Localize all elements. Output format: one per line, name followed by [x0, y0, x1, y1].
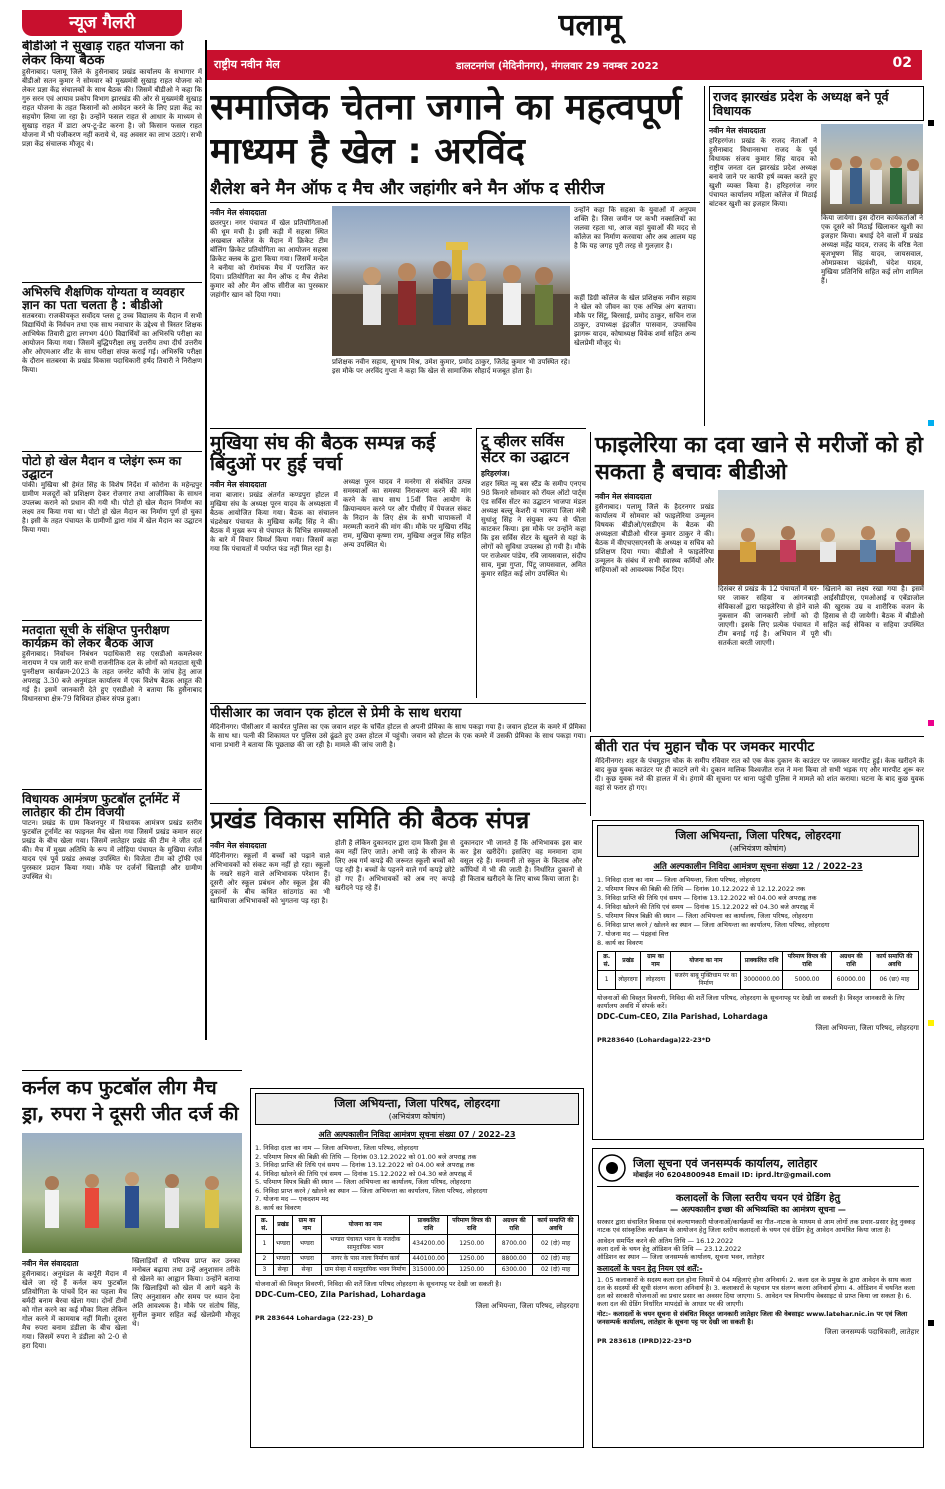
table-cell: भण्डरा पंचायत भवन के नजदीक सामुदायिक भवन	[321, 1235, 409, 1254]
table-cell: नागर के पास नाला निर्माण कार्य	[321, 1254, 409, 1265]
tender-footer: योजनाओं की विस्तृत विवरणी, निविदा की शर्तें जिला परिषद लोहरदगा के सूचनापट्ट पर देखी जा सकती है।	[255, 1280, 502, 1288]
tender-notice-title: अति अल्पकालीन निविदा आमंत्रण सूचना संख्या 12 / 2022–23	[653, 862, 863, 872]
twowheeler-headline: टू व्हीलर सर्विस सेंटर का उद्घाटन	[481, 432, 570, 467]
table-cell: 1	[598, 971, 616, 990]
tender-row: 1. निविदा दाता का नाम — जिला अभियन्ता, जिला परिषद, लोहरदगा	[255, 1144, 419, 1152]
table-cell: 1250.00	[448, 1235, 496, 1254]
karnal-body: हुसैनाबाद। अनुमंडल के कर्पूरी मैदान में खेले जा रहे हैं कर्नल कप फुटबॉल प्रतियोगिता के पांचवें दिन का पहला मैच बर्मदी बनाम बैरवा खेला गया। दोनों टीमों को गोल करने का कई मौका मिला लेकिन गोल करने में कामयाब नहीं मिली। दूसरा मैच रुपरा बनाम डंडीला के बीच खेला गया। जिसमें रुपरा ने डंडीला को 2-0 से हरा दिया।	[22, 1270, 127, 1350]
tender-row: 3. निविदा प्राप्ति की तिथि एवं समय — दिनांक 13.12.2022 को 04.00 बजे अपराह्न तक	[597, 894, 817, 902]
page-number: 02	[892, 55, 912, 71]
tender-contact: DDC-Cum-CEO, Zila Parishad, Lohardaga	[255, 1290, 426, 1299]
gallery-item-body: हुसैनाबाद। पलामू जिले के हुसैनाबाद प्रखंड कार्यालय के सभागार में बीडीओ सतन कुमार ने सोमवार को मुख्यमंत्री सुखाड़ राहत योजना को लेकर प्रज्ञा केंद्र संचालकों के साथ बैठक की। जिसमें बीडीओ ने कहा कि गुरु सरन एवं आयाव प्रकोप विभाग झारखंड की ओर से मुख्यमंत्री सुखाड़ राहत योजना के तहत किसानों को आवेदन करने के लिए प्रज्ञा केंद्र का सहयोग लिया जा रहा है। उन्होंने फसल राहत से आधार के माध्यम से सुखाड़ राहत में डाटा अप-टू-डेट करना है। जो किसान फसल राहत योजना में भी पंजीकरण नहीं कराये थे, वह अवसर का लाभ उठाएं। सभी प्रज्ञा केंद्र संचालक मौजूद थे।	[22, 68, 202, 149]
table-header: प्राक्कलित राशि	[409, 1216, 447, 1235]
gallery-item-headline: पोटो हो खेल मैदान व प्लेइंग रूम का उद्घाटन	[22, 453, 182, 481]
table-cell: 8800.00	[496, 1254, 533, 1265]
table-cell: 8700.00	[496, 1235, 533, 1254]
table-header: प्रखंड	[273, 1216, 292, 1235]
table-cell: 02 (दो) माह	[533, 1265, 579, 1276]
table-header: परिमाण विपत्र की राशि	[782, 952, 832, 971]
filaria-headline: फाइलेरिया का दवा खाने से मरीजों को हो सकता है बचावः बीडीओ	[595, 433, 923, 485]
registration-marks	[926, 120, 936, 1420]
pca-headline: पीसीआर का जवान एक होटल से प्रेमी के साथ धराया	[210, 706, 462, 721]
tender-row: 5. परिमाण विपत्र बिक्री की स्थान — जिला अभियन्ता का कार्यालय, जिला परिषद, लोहरदगा	[255, 1178, 471, 1186]
rajad-body-col2: किया जायेगा। इस दौरान कार्यकर्ताओं ने एक दूसरे को मिठाई खिलाकर खुशी का इजहार किया। बधाई देने वालों में प्रखंड अध्यक्ष महेंद्र यादव, राजद के वरिष्ठ नेता बृजभूषण सिंह यादव, जायसवाल, ओमप्रकाश चंद्रवंशी, चंदेश यादव, मुखिया प्रतिनिधि सहित कई लोग शामिल हैं।	[821, 214, 923, 285]
tender-row: 2. परिमाण विपत्र की बिक्री की तिथि — दिनांक 03.12.2022 को 01.00 बजे अपराह्न तक	[255, 1152, 477, 1161]
tender-table	[597, 951, 919, 990]
table-header: कार्य समाप्ति की अवधि	[870, 952, 918, 971]
pca-story	[210, 703, 586, 798]
football-match-image	[22, 1133, 242, 1253]
jharkhand-emblem-icon	[597, 1153, 627, 1183]
dateline: डालटनगंज (मेदिनीनगर), मंगलवार 29 नवम्बर 2022	[456, 61, 659, 72]
table-cell: 5000.00	[782, 971, 832, 990]
latehar-date: कला दलों के चयन हेतु ऑडिशन की तिथि — 23.12.2022	[597, 1245, 742, 1253]
table-cell: बजरंग बाबू मुक्तिधाम पर का निर्माण	[671, 971, 741, 990]
table-row	[256, 1235, 579, 1254]
table-cell: 1	[256, 1235, 274, 1254]
table-header: कार्य समाप्ति की अवधि	[533, 1216, 579, 1235]
latehar-website-note: नोट:- कलादलों के चयन सूचना से संबंधित विस्तृत जानकारी लातेहार जिला की वेबसाइट www.latehar.nic.in पर एवं जिला जनसम्पर्क कार्यालय, लातेहार के सूचना पट्ट पर देखी जा सकती है।	[597, 1310, 908, 1326]
gallery-item-headline: मतदाता सूची के संक्षिप्त पुनरीक्षण कार्यक्रम को लेकर बैठक आज	[22, 622, 170, 650]
table-header: परिमाण विपत्र की राशि	[448, 1216, 496, 1235]
table-cell: भण्डरा	[273, 1254, 292, 1265]
table-cell: 02 (दो) माह	[533, 1235, 579, 1254]
meeting-room-image	[718, 490, 924, 585]
table-row	[256, 1265, 579, 1276]
tender-table	[255, 1215, 579, 1276]
prakhand-story	[210, 803, 586, 1058]
prakhand-headline: प्रखंड विकास समिति की बैठक संपन्न	[210, 806, 530, 834]
tender-row: 4. निविदा खोलने की तिथि एवं समय — दिनांक 15.12.2022 को 04.30 बजे अपराह्न में	[597, 903, 814, 911]
gallery-item-headline: अभिरुचि शैक्षणिक योग्यता व व्यवहार ज्ञान का पता चलता है : बीडीओ	[22, 285, 185, 313]
table-cell: ग्राम सेन्हा में सामुदायिक भवन निर्माण	[321, 1265, 409, 1276]
table-header: क्र. सं.	[256, 1216, 274, 1235]
karnal-byline: नवीन मेल संवाददाता	[22, 1259, 79, 1268]
beeti-story	[590, 736, 924, 816]
tender-signature: जिला अभियन्ता, जिला परिषद, लोहरदगा	[815, 1024, 919, 1032]
news-gallery-label: न्यूज गैलरी	[69, 13, 135, 33]
table-cell: 1250.00	[448, 1265, 496, 1276]
mukhiya-headline: मुखिया संघ की बैठक सम्पन्न कई बिंदुओं पर हुई चर्चा	[210, 432, 436, 475]
table-cell: 434200.00	[409, 1235, 447, 1254]
tender-footer: योजनाओं की विस्तृत विवरणी, निविदा की शर्तें जिला परिषद, लोहरदगा के सूचनापट्ट पर देखी जा सकती है। विस्तृत जानकारी के लिए कार्यालय अवधि में संपर्क करें।	[597, 994, 905, 1010]
table-header: प्रखंड	[616, 952, 640, 971]
table-header: प्राक्कलित राशि	[741, 952, 782, 971]
table-cell: 02 (दो) माह	[533, 1254, 579, 1265]
filaria-body-col2: दिसंबर से प्रखंड के 12 पंचायतों में घर-घर जाकर सहिया व आंगनबाड़ी सेविकाओं द्वारा फाइलेरिया से होने वाले नुकसान की जानकारी लोगों को दी जाएगी। इसके लिए प्रत्येक पंचायत में टीम बनाई गई है। अभियान में पूरी सतर्कता बरती जाएगी।	[718, 585, 819, 647]
mukhiya-body: नावा बाजार। प्रखंड अंतर्गत कण्डपुरा होटल में मुखिया संघ के अध्यक्ष पूरन यादव के अध्यक्षता में बैठक आयोजित किया गया। बैठक का संचालन चंद्रशेखर पंचायत के मुखिया कर्मेंद्र सिंह ने की। बैठक में मुख्य रूप से पंचायत के विभिन्न समस्याओं के बारे में विचार विमर्श किया गया। जिसमें कहा गया कि पंचायतों में पर्याप्त फंड नहीं मिल रहा है।	[210, 491, 338, 554]
table-header: क्र. सं.	[598, 952, 616, 971]
table-cell: 2	[256, 1254, 274, 1265]
beeti-headline: बीती रात पंच मुहान चौक पर जमकर मारपीट	[595, 739, 815, 755]
latehar-date: ऑडिशन का स्थान — जिला जनसम्पर्क कार्यालय, सूचना भवन, लातेहार	[597, 1253, 765, 1261]
table-header: अग्रधन की राशि	[832, 952, 871, 971]
table-cell: सेन्हा	[293, 1265, 321, 1276]
twowheeler-story	[476, 428, 586, 698]
gallery-item-body: पांकी। मुखिया श्री हेमंत सिंह के विशेष निर्देश में कोरोना के महेन्द्रपुर ग्रामीण मजदूरों को प्रशिक्षण देकर रोजगार तथा आजीविका के साधन उपलब्ध कराने को प्रधान की गयी थी। पोटो हो खेल मैदान निर्माण का लक्ष्य तय किया गया था। पोटो हो खेल मैदान का निर्माण पूर्ण हो चुका है। इसी के तहत पंचायत के ग्रामीणों द्वारा गांव में खेल मैदान का उद्घाटन किया गया।	[22, 480, 202, 534]
news-gallery-label-box	[22, 10, 182, 36]
table-row	[256, 1254, 579, 1265]
lead-story	[210, 86, 700, 436]
tender-contact: DDC-Cum-CEO, Zila Parishad, Lohardaga	[597, 1012, 768, 1021]
table-cell: लोहरदगा	[640, 971, 671, 990]
prakhand-body-col1: मेदिनीनगर। स्कूलों में बच्चों को पढ़ाने वाले अभिभावकों को संकट कम नहीं हो रहा। स्कूलों के नखरे सहने वाले अभिभावक परेशान हैं। दूसरी ओर स्कूल प्रबंधन और स्कूल ड्रेस की दुकानों के बीच कथित सांठगांठ का भी खामियाजा अभिभावकों को भुगतना पड़ रहा है।	[210, 851, 330, 905]
latehar-office: जिला सूचना एवं जनसम्पर्क कार्यालय, लातेहार	[633, 1157, 818, 1170]
tender-dept-line2: (अभियंत्रण कोषांग)	[729, 844, 787, 853]
latehar-rules-heading: कलादलों के चयन हेतु नियम एवं शर्तें:-	[597, 1264, 703, 1273]
tender-row: 7. योजना मद — एकदशम मद	[255, 1195, 329, 1203]
filaria-byline: नवीन मेल संवाददाता	[595, 492, 652, 501]
rajad-headline: राजद झारखंड प्रदेश के अध्यक्ष बने पूर्व विधायक	[709, 86, 924, 121]
section-title: पलामू	[558, 8, 622, 43]
gallery-item	[22, 40, 202, 278]
tender-row: 8. कार्य का विवरण	[255, 1203, 301, 1212]
column-divider	[205, 40, 207, 1040]
tender-dept-line1: जिला अभियन्ता, जिला परिषद, लोहरदगा	[675, 829, 841, 842]
gallery-item-body: सतबरवा। राजकीयकृत सर्वोदय प्लस टू उच्च विद्यालय के मैदान में सभी विद्यार्थियों के निर्वचन तथा एक साथ नवाचार के उद्देश्य से त्रिस्तर शिक्षक आभिषेक तिवारी द्वारा लगभग 400 विद्यार्थियों का अभिरुचि परीक्षा का आयोजन किया गया। जिसमें बुद्धिपरीक्षा लघु उत्तरीय तथा दीर्घ उत्तरीय और ओएमआर शीट के साथ परीक्षा संपन्न कराई गई। अभिरुचि परीक्षा के दौरान सतबरवा के प्रखंड विकास पदाधिकारी हर्षद तिवारी ने निरीक्षण किया।	[22, 311, 202, 374]
tender-row: 6. निविदा प्राप्त करने / खोलने का स्थान — जिला अभियन्ता का कार्यालय, जिला परिषद, लोहरदगा	[255, 1186, 488, 1195]
table-cell: 6300.00	[496, 1265, 533, 1276]
lead-body-col4: कहीं डिग्री कॉलेज के खेल प्रशिक्षक नवीन सहाय ने खेल को जीवन का एक अभिन्न अंग बताया। मौके पर सिंटू, बिरसाई, प्रमोद ठाकुर, सचिन राज ठाकुर, उपाध्यक्ष इंद्रजीत पासवान, उपसचिव झागरू यादव, कोषाध्यक्ष विवेक शर्मा सहित अन्य खेलप्रेमी मौजूद थे।	[574, 294, 696, 348]
table-cell: 315000.00	[409, 1265, 447, 1276]
trophy-ceremony-image	[332, 206, 570, 356]
lead-photo	[332, 206, 570, 356]
tender-row: 8. कार्य का विवरण	[597, 939, 643, 947]
table-cell: 60000.00	[832, 971, 871, 990]
tender-row: 2. परिमाण विपत्र की बिक्री की तिथि — दिनांक 10.12.2022 से 12.12.2022 तक	[597, 885, 805, 893]
table-header: अग्रधन की राशि	[496, 1216, 533, 1235]
registration-dots-decoration	[926, 120, 936, 1420]
filaria-story	[590, 432, 924, 732]
table-cell: 06 (छः) माह	[870, 971, 918, 990]
mukhiya-body-col2: अध्यक्ष पूरन यादव ने मनरेगा से संबंधित उत्पन्न समस्याओं का समस्या निराकरण करने की मांग करने के साथ साथ 15वीं वित्त आयोग के क्रियान्वयन करने पर और पीसीए में पेयजल संकट के निदान के लिए क्षेत्र के सभी चापाकलों में मरम्मती कराने की मांग की। मौके पर मुखिया रविंद्र राम, मुखिया कृष्णा राम, मुखिया अनुज सिंह सहित अन्य उपस्थित थे।	[343, 478, 471, 550]
latehar-title: कलादलों के जिला स्तरीय चयन एवं ग्रेडिंग हेतु	[675, 1193, 841, 1204]
gallery-item-body: हुसैनाबाद। निर्वाचन निबंधन पदाधिकारी सह एसडीओ कमलेश्वर नारायण ने पत्र जारी कर सभी राजनीतिक दल के लोगों को मतदाता सूची पुनरीक्षण कार्यक्रम-2023 के तहत जनरेट कॉपी के जांच हेतु आज अपराह्न 3.30 बजे अनुमंडल कार्यालय में एक विशेष बैठक आहूत की गई है। इसमें जानकारी देते हुए एसडीओ ने बताया कि हुसैनाबाद विधानसभा क्षेत्र-79 विधिवत होकर संपन्न हुआ।	[22, 649, 202, 703]
table-cell: 3	[256, 1265, 274, 1276]
latehar-subtitle: — अल्पकालीन इच्छा की अभिव्यक्ति का आमंत्रण सूचना —	[670, 1205, 846, 1214]
lead-headline: समाजिक चेतना जगाने का महत्वपूर्ण माध्यम है खेल : अरविंद	[210, 87, 682, 172]
tender-pr-code: PR 283644 Lohardaga (22-23)_D	[255, 1314, 373, 1322]
tender-dept-line1: जिला अभियन्ता, जिला परिषद, लोहरदगा	[334, 1097, 500, 1110]
tender-lohardaga-ad	[592, 820, 924, 1140]
table-cell: 1250.00	[448, 1254, 496, 1265]
latehar-pr-code: PR 283618 (IPRD)22-23*D	[597, 1337, 692, 1345]
tender-row: 4. निविदा खोलने की तिथि एवं समय — दिनांक 15.12.2022 को 04.30 बजे अपराह्न में	[255, 1169, 472, 1178]
tender-pr-code: PR283640 (Lohardaga)22-23*D	[597, 1036, 711, 1044]
rajad-body: हरिहरगंज। प्रखंड के राजद नेताओं ने हुसैनाबाद विधानसभा राजद के पूर्व विधायक संजय कुमार सिंह यादव को राष्ट्रीय जनता दल झारखंड प्रदेश अध्यक्ष बनाये जाने पर काफी हर्ष व्यक्त करते हुए खुशी व्यक्त किया है। हरिहरगंज नगर पंचायत कार्यालय महिला कॉलेज में मिठाई बांटकर खुशी का इजहार किया।	[709, 137, 817, 208]
latehar-signature: जिला जनसम्पर्क पदाधिकारी, लातेहार	[824, 1328, 919, 1336]
latehar-rules: 1. 05 कलाकारों के सदस्य कला दल होना जिसमें से 04 महिलाएं होना अनिवार्य। 2. कला दल के प्रमुख के द्वारा आवेदन के साथ कला दल के सदस्यों की सूची संलग्न करना अनिवार्य है। 3. कलाकारों के पहचान पत्र संलग्न करना अनिवार्य होगा। 4. ऑडिशन में चयनित कला दल को सरकारी योजनाओं का प्रचार प्रसार का अवसर दिया जाएगा। 5. आवेदन पत्र विभागीय वेबसाइट से प्राप्त किया जा सकता है। 6. कला दल की ग्रेडिंग निर्धारित मापदंडों के आधार पर की जाएगी।	[597, 1276, 915, 1308]
table-header: योजना का नाम	[671, 952, 741, 971]
lead-body-col1: छतरपुर। नगर पंचायत में खेल प्रतियोगिताओं की धूम मची है। इसी कड़ी में सहस्रा स्थित अखबाल कॉलेज के मैदान में क्रिकेट टीम बॉलिंग क्रिकेट प्रतियोगिता का आयोजन सहस्रा क्रिकेट क्लब के द्वारा किया गया। जिसमें मन्देल ने बनीया को रोमांचक मैच में पराजित कर दिया। प्रतियोगिता का मैन ऑफ द मैच शैलेश कुमार को और मैन ऑफ सीरीज का पुरस्कार जहांगीर खान को दिया गया।	[210, 219, 328, 300]
table-cell: भण्डरा	[293, 1235, 321, 1254]
beeti-body: मेदिनीनगर। शहर के पंचमुहान चौक के समीप रविवार रात को एक केक दुकान के काउंटर पर जमकर मारपीट हुई। केक खरीदने के बाद कुछ युवक काउंटर पर ही काटने लगे थे। दुकान मालिक विश्वजीत राज ने मना किया तो सभी भड़क गए और मारपीट शुरू कर दी। कुछ युवक नशे की हालत में थे। हंगामे की सूचना पर थाना पहुंची पुलिस ने मामले को शांत कराया। घटना के बाद कुछ युवक वहां से फरार हो गए।	[595, 756, 924, 792]
table-cell: 440100.00	[409, 1254, 447, 1265]
gallery-item-headline: बीडीओ ने सुखाड़ राहत योजना को लेकर किया बैठक	[22, 40, 184, 69]
group-celebration-image	[821, 124, 923, 214]
twowheeler-byline: हरिहरगंज।	[481, 469, 510, 479]
masthead-bar	[206, 50, 922, 80]
prakhand-byline: नवीन मेल संवाददाता	[210, 840, 267, 850]
table-header: ग्राम का नाम	[293, 1216, 321, 1235]
filaria-body-col3: खिलाने का लक्ष्य रखा गया है। इसमें आईसीडीएस, एमओआई व एबेंडाजोल की खुराक उम्र व शारीरिक वजन के हिसाब से दी जायेगी। बैठक में बीडीओ सहित कई सेविका व सहिया उपस्थित थीं।	[823, 585, 924, 638]
table-cell: भण्डरा	[273, 1235, 292, 1254]
mukhiya-story	[210, 428, 472, 698]
rajad-photo	[821, 124, 923, 214]
rajad-byline: नवीन मेल संवाददाता	[709, 126, 766, 135]
lead-body-col3: उन्होंने कहा कि सहस्रा के युवाओं में अनुपम शक्ति है। जिस जमीन पर कभी नक्सलियों का जलवा रहता था, आज वहां युवाओं की मदद से कॉलेज का निर्माण करवाया और अब आलम यह है कि यह जगह पूरी तरह से गुलज़ार है।	[574, 206, 696, 251]
karnal-story	[22, 1070, 242, 1460]
tender-signature: जिला अभियन्ता, जिला परिषद, लोहरदगा	[475, 1302, 579, 1310]
news-gallery-column	[22, 40, 202, 1040]
mukhiya-byline: नवीन मेल संवाददाता	[210, 480, 267, 490]
lead-byline: नवीन मेल संवाददाता	[210, 208, 267, 218]
gallery-item	[22, 620, 202, 785]
pca-body: मेदिनीनगर। पीसीआर में कार्यरत पुलिस का एक जवान शहर के चर्चित होटल से अपनी प्रेमिका के साथ पकड़ा गया है। जवान होटल के कमरे में प्रेमिका के साथ था। पत्नी की शिकायत पर पुलिस उसे ढूंढते हुए उक्त होटल में पहुंची। जवान को होटल के एक कमरे में उसकी प्रेमिका के साथ पकड़ा गया। थाना प्रभारी ने बताया कि पूछताछ की जा रही है। मामले की जांच जारी है।	[210, 723, 586, 750]
twowheeler-body: शहर स्थित न्यू बस स्टैंड के समीप एनएच 98 किनारे सोमवार को रॉयल ऑटो पार्ट्स एंड सर्विस सेंटर का उद्घाटन भाजपा मंडल अध्यक्ष बल्लू केशरी व भाजपा जिला मंत्री सुधांशु सिंह ने संयुक्त रूप से फीता काटकर किया। इस मौके पर उन्होंने कहा कि इस सर्विस सेंटर के खुलने से यहां के लोगों को सुविधा उपलब्ध हो गयी है। मौके पर राजेश्वर पांडेय, रवि जायसवाल, संदीप साव, मुन्ना गुप्ता, पिंटू जायसवाल, अमित कुमार सहित कई लोग उपस्थित थे।	[481, 480, 586, 579]
tender-row: 1. निविदा दाता का नाम — जिला अभियन्ता, जिला परिषद, लोहरदगा	[597, 876, 761, 884]
tender-row: 7. योजना मद — पंद्रहवां वित्त	[597, 930, 669, 938]
latehar-body: सरकार द्वारा संचालित विकास एवं कल्याणकारी योजनाओं/कार्यक्रमों का गीत–नाटक के माध्यम से आम लोगों तक प्रचार–प्रसार हेतु नुक्कड़ नाटक एवं सांस्कृतिक कार्यक्रम के आयोजन हेतु जिला स्तरीय कलादलों के चयन एवं ग्रेडिंग हेतु आवेदन आमंत्रित किया जाता है।	[597, 1218, 916, 1234]
table-cell: भण्डरा	[293, 1254, 321, 1265]
tender-row: 3. निविदा प्राप्ति की तिथि एवं समय — दिनांक 13.12.2022 को 04.00 बजे अपराह्न तक	[255, 1161, 475, 1169]
table-header: योजना का नाम	[321, 1216, 409, 1235]
table-row	[598, 971, 919, 990]
tender-row: 5. परिमाण विपत्र बिक्री की स्थान — जिला अभियन्ता का कार्यालय, जिला परिषद, लोहरदगा	[597, 912, 813, 920]
filaria-photo	[718, 490, 924, 585]
gallery-item-body: पाटन। प्रखंड के ग्राम किशनपुर में विधायक आमंत्रण प्रखंड स्तरीय फुटबॉल टूर्नामेंट का फाइनल मैच खेला गया जिसमें प्रखंड कमान सदर प्रखंड के बीच खेला गया। जिसमें लातेहार प्रखंड की टीम ने जीत दर्ज की। मैच में मुख्य अतिथि के रूप में लोहिया पंचायत के मुखिया रंजीत यादव एवं पूर्व प्रखंड अध्यक्ष उपस्थित थे। विजेता टीम को ट्रॉफी एवं पुरस्कार प्रदान किया गया। मौके पर दर्जनों खिलाड़ी और ग्रामीण उपस्थित थे।	[22, 818, 202, 881]
prakhand-body-col2: होती है लेकिन दुकानदार द्वारा दाम किसी ड्रेस से कम नहीं लिए जाते। अभी जाड़े के सीजन के लिए अब गर्म कपड़े की जरूरत स्कूली बच्चों को पड़ रही है। बच्चों के पहनने वाले गर्म कपड़े छोटे हो गए हैं। अभिभावकों को अब नए कपड़े खरीदने पड़ रहे हैं।	[335, 838, 455, 892]
karnal-photo	[22, 1133, 242, 1253]
gallery-item	[22, 282, 202, 447]
gallery-item	[22, 451, 202, 616]
rajad-story	[704, 86, 924, 426]
filaria-body: हुसैनाबाद। पलामू जिले के हैदरनगर प्रखंड कार्यालय में सोमवार को फाइलेरिया उन्मूलन विषयक बीडीओ/एसडीएम के बैठक की अध्यक्षता बीडीओ धीरज कुमार ठाकुर ने की। बैठक में वीएचएसएनसी के अध्यक्ष व सचिव को प्रशिक्षण दिया गया। बीडीओ ने फाइलेरिया उन्मूलन के संबंध में सभी स्वास्थ्य कर्मियों और सहियाओं को आवश्यक निर्देश दिए।	[595, 503, 714, 574]
tender-bottom-ad	[250, 1088, 584, 1448]
table-cell: लोहरदगा	[616, 971, 640, 990]
karnal-headline: कर्नल कप फुटबॉल लीग मैच ड्रा, रुपरा ने दूसरी जीत दर्ज की	[22, 1077, 239, 1125]
gallery-item	[22, 789, 202, 1009]
table-cell: सेन्हा	[273, 1265, 292, 1276]
table-cell: 3000000.00	[741, 971, 782, 990]
tender-notice-title: अति अल्पकालीन निविदा आमंत्रण सूचना संख्या 07 / 2022–23	[318, 1130, 516, 1139]
latehar-date: आवेदन समर्पित करने की अंतिम तिथि — 16.12.2022	[597, 1237, 734, 1245]
paper-name: राष्ट्रीय नवीन मेल	[214, 58, 280, 71]
tender-row: 6. निविदा प्राप्त करने / खोलने का स्थान — जिला अभियन्ता का कार्यालय, जिला परिषद, लोहरदगा	[597, 921, 830, 929]
tender-dept-line2: (अभियंत्रण कोषांग)	[388, 1112, 446, 1121]
karnal-body-col2: खिलाड़ियों से परिचय प्राप्त कर उनका मनोबल बढ़ाया तथा उन्हें अनुशासन तरीके से खेलने का आह्वान किया। उन्होंने बताया कि खिलाड़ियों को खेल में आगे बढ़ने के लिए अनुशासन और समय पर ध्यान देना अति आवश्यक है। मौके पर संतोष सिंह, सुनील कुमार सहित कई खेलप्रेमी मौजूद थे।	[132, 1257, 240, 1328]
latehar-contacts: मोबाईल नं0 6204800948 Email ID: iprd.ltr@gmail.com	[633, 1171, 831, 1179]
lead-subheadline: शैलेश बने मैन ऑफ द मैच और जहांगीर बने मैन ऑफ द सीरीज	[210, 180, 700, 203]
prakhand-body-col3: दुकानदार भी जानते हैं कि अभिभावक इस बार कर ड्रेस खरीदेंगे। इसलिए वह मनमाना दाम वसूल रहे हैं। मनमानी तो स्कूल के किताब और कॉपियों में भी की जाती है। निर्धारित दुकानों से ही किताब खरीदने के लिए बाध्य किया जाता है।	[460, 838, 582, 883]
latehar-notice-ad	[592, 1148, 924, 1448]
table-header: ग्राम का नाम	[640, 952, 671, 971]
lead-photo-caption: प्रशिक्षक नवीन सहाय, सुभाष मिश्र, उमेश कुमार, प्रमोद ठाकुर, जितेंद्र कुमार भी उपस्थित रहे। इस मौके पर अरविंद गुप्ता ने कहा कि खेल से सामाजिक सौहार्द मजबूत होता है।	[332, 358, 570, 376]
gallery-item-headline: विधायक आमंत्रण फुटबॉल टूर्नामेंट में लातेहार की टीम विजयी	[22, 791, 180, 819]
